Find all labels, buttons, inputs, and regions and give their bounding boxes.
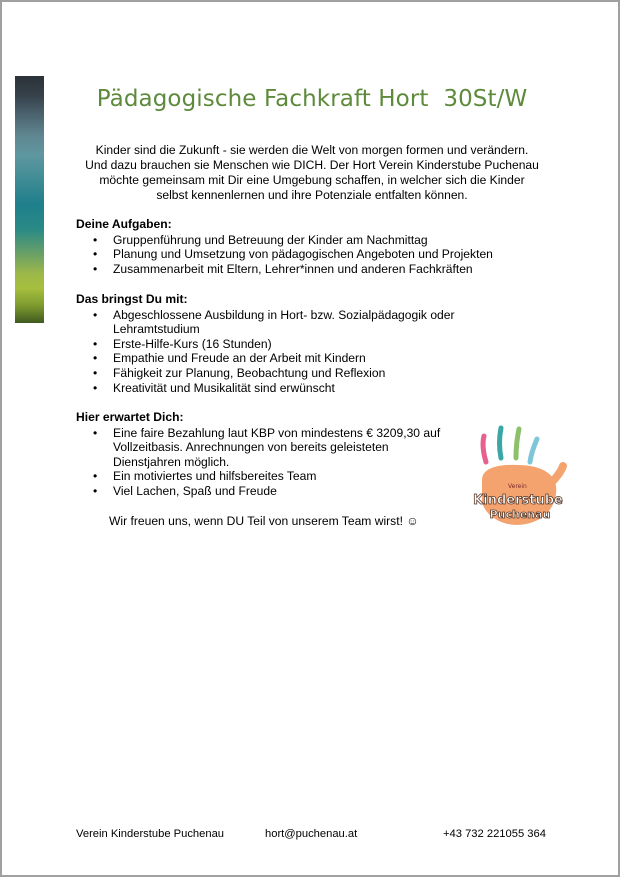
logo-name-line1: Kinderstube [473, 493, 563, 508]
list-item: • Viel Lachen, Spaß und Freude [76, 484, 476, 499]
intro-line: Und dazu brauchen sie Menschen wie DICH. Der Hort Verein Kinderstube Puchenau [85, 158, 539, 172]
tasks-heading: Deine Aufgaben: [76, 217, 172, 231]
decorative-landscape-stripe [15, 76, 44, 323]
tasks-section [76, 217, 546, 276]
list-item: • Planung und Umsetzung von pädagogischen Angeboten und Projekten [76, 247, 546, 262]
page-title: Pädagogische Fachkraft Hort 30St/W [96, 86, 528, 112]
intro-line: möchte gemeinsam mit Dir eine Umgebung schaffen, in welcher sich die Kinder [99, 173, 525, 187]
requirements-heading: Das bringst Du mit: [76, 292, 188, 306]
logo-name-line2: Puchenau [489, 508, 551, 521]
list-item: • Empathie und Freude an der Arbeit mit Kindern [76, 351, 546, 366]
tasks-list [76, 233, 546, 277]
kinderstube-hand-logo [468, 422, 568, 532]
logo-verein-text: Verein [508, 483, 527, 490]
list-item: • Kreativität und Musikalität sind erwünscht [76, 381, 546, 396]
closing-line: Wir freuen uns, wenn DU Teil von unserem Team wirst! ☺ [109, 514, 419, 528]
offer-heading: Hier erwartet Dich: [76, 410, 184, 424]
intro-paragraph [64, 143, 560, 203]
list-item: • Eine faire Bezahlung laut KBP von mindestens € 3209,30 auf Vollzeitbasis. Anrechnungen von bereits geleisteten Dienstjahren möglich. [76, 426, 443, 470]
offer-list [76, 426, 476, 499]
finger-teal-stroke [500, 428, 502, 458]
list-item: • Ein motiviertes und hilfsbereites Team [76, 469, 476, 484]
footer-phone: +43 732 221055 364 [443, 828, 546, 840]
offer-section [76, 410, 476, 499]
list-item: • Gruppenführung und Betreuung der Kinder am Nachmittag [76, 233, 546, 248]
finger-green-stroke [516, 429, 519, 458]
intro-line: selbst kennenlernen und ihre Potenziale entfalten können. [156, 188, 468, 202]
requirements-list [76, 308, 546, 396]
footer-organization: Verein Kinderstube Puchenau [76, 828, 225, 840]
intro-line: Kinder sind die Zukunft - sie werden die Welt von morgen formen und verändern. [95, 143, 529, 157]
requirements-section [76, 292, 546, 395]
list-item: • Abgeschlossene Ausbildung in Hort- bzw. Sozialpädagogik oder Lehramtstudium [76, 308, 473, 337]
finger-lightblue-stroke [530, 439, 537, 462]
list-item: • Fähigkeit zur Planung, Beobachtung und Reflexion [76, 366, 546, 381]
footer-email-link[interactable]: hort@puchenau.at [265, 828, 358, 840]
list-item: • Zusammenarbeit mit Eltern, Lehrer*innen und anderen Fachkräften [76, 262, 546, 277]
finger-pink-stroke [483, 436, 486, 462]
list-item: • Erste-Hilfe-Kurs (16 Stunden) [76, 337, 546, 352]
